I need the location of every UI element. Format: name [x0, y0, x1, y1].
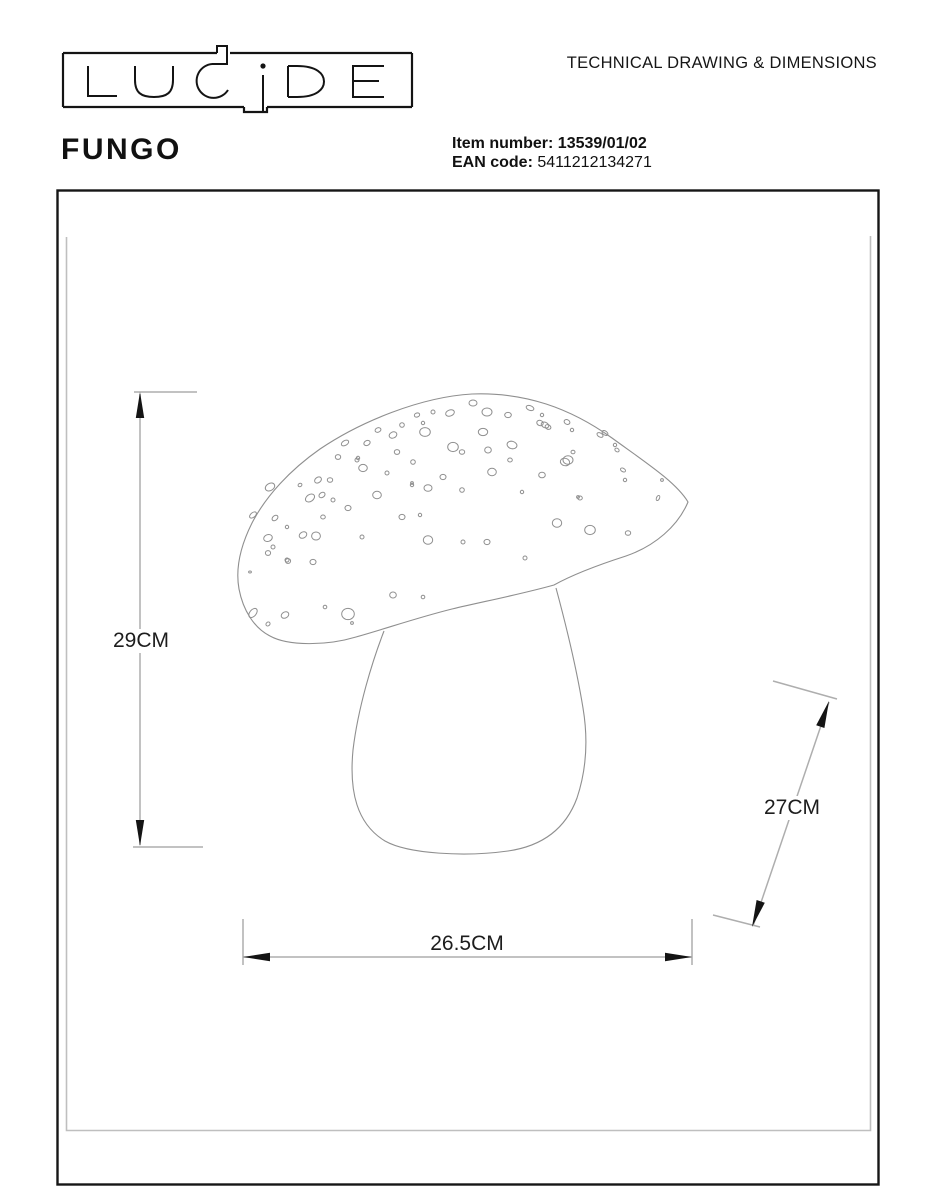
- cap-spot: [488, 468, 497, 476]
- cap-spot: [399, 514, 405, 519]
- cap-spot: [390, 592, 397, 598]
- cap-spot: [285, 525, 288, 528]
- logo-letter-e: [353, 66, 384, 97]
- cap-spot: [431, 410, 435, 414]
- cap-spot: [620, 467, 626, 473]
- product-name: FUNGO: [61, 133, 182, 166]
- cap-spot: [385, 471, 389, 475]
- cap-spot: [540, 421, 550, 429]
- height-dimension-label: 29CM: [109, 629, 173, 653]
- document-title: TECHNICAL DRAWING & DIMENSIONS: [566, 54, 877, 72]
- cap-spot: [508, 458, 513, 462]
- ean-code-row: [452, 153, 652, 172]
- cap-spot: [323, 605, 327, 609]
- cap-spot: [420, 428, 431, 437]
- item-number-row: [452, 134, 652, 153]
- logo-letter-c: [197, 64, 228, 98]
- cap-spot: [263, 533, 274, 542]
- cap-spot: [423, 536, 432, 544]
- diagonal-arrow-up: [816, 701, 829, 728]
- drawing-border-box: [58, 191, 879, 1185]
- cap-spot: [520, 490, 523, 493]
- cap-spot: [313, 476, 322, 485]
- cap-spot: [570, 428, 573, 431]
- mushroom-lamp-drawing: [238, 394, 688, 854]
- cap-spot: [394, 450, 399, 455]
- cap-spot: [523, 556, 527, 560]
- cap-spot: [563, 456, 573, 464]
- cap-spot: [411, 460, 416, 465]
- dimension-height: [133, 392, 203, 847]
- cap-spot: [655, 495, 660, 501]
- cap-spot: [271, 514, 279, 522]
- cap-spot: [331, 498, 335, 502]
- cap-spot: [285, 559, 290, 564]
- ean-code-value: 5411212134271: [537, 154, 652, 171]
- lucide-logo: [63, 46, 412, 112]
- cap-spot: [445, 409, 456, 418]
- cap-spot: [410, 483, 413, 486]
- cap-spot: [478, 428, 487, 435]
- cap-spot: [506, 440, 518, 450]
- logo-letter-u: [135, 66, 173, 97]
- cap-spot: [440, 474, 446, 479]
- lamp-cap-outline: [238, 394, 688, 644]
- cap-spot: [363, 439, 371, 446]
- cap-spot: [484, 539, 490, 544]
- cap-spot: [540, 413, 543, 416]
- cap-spot: [585, 525, 596, 534]
- width-arrow-left: [243, 953, 270, 962]
- cap-spot: [460, 488, 465, 493]
- item-number-label: Item number:: [452, 135, 554, 152]
- cap-spot: [539, 472, 546, 478]
- cap-spot: [304, 492, 316, 503]
- cap-spot: [318, 491, 326, 499]
- cap-spot: [340, 439, 349, 447]
- cap-spot: [359, 464, 368, 471]
- cap-spot: [342, 608, 355, 619]
- cap-spot: [596, 432, 604, 439]
- cap-spot: [414, 412, 420, 418]
- diagonal-extension-top: [773, 681, 837, 699]
- cap-spot: [335, 455, 340, 460]
- cap-spot: [327, 478, 332, 482]
- logo-c-hook: [212, 46, 227, 64]
- cap-spot: [249, 571, 252, 573]
- cap-spot: [345, 505, 351, 510]
- cap-spot: [373, 491, 382, 499]
- cap-spot: [560, 457, 571, 467]
- ean-code-label: EAN code:: [452, 154, 533, 171]
- cap-spot: [613, 443, 616, 446]
- cap-spot: [374, 427, 381, 433]
- cap-spot: [625, 531, 630, 536]
- cap-spot: [448, 442, 459, 451]
- diagonal-arrow-down: [752, 900, 765, 927]
- cap-spot: [400, 423, 405, 428]
- cap-spot: [563, 419, 570, 426]
- cap-spot: [571, 450, 575, 454]
- cap-spot: [459, 450, 464, 454]
- cap-spot: [248, 511, 257, 520]
- cap-spot: [351, 622, 354, 625]
- width-arrow-right: [665, 953, 692, 962]
- height-arrow-down: [136, 820, 144, 846]
- width-dimension-label: 26.5CM: [426, 932, 508, 956]
- cap-spot: [310, 559, 316, 564]
- cap-spot: [482, 408, 492, 416]
- cap-spot: [264, 481, 276, 492]
- height-arrow-up: [136, 392, 144, 418]
- cap-spot: [247, 607, 259, 619]
- cap-spot: [280, 610, 290, 619]
- logo-letter-d: [288, 66, 324, 97]
- cap-spot: [360, 535, 364, 539]
- cap-spot: [265, 551, 270, 556]
- cap-spot: [485, 447, 492, 453]
- item-number-value: 13539/01/02: [557, 135, 647, 152]
- cap-spot: [312, 532, 321, 540]
- cap-spot: [614, 447, 620, 452]
- lamp-cap-spots: [247, 400, 663, 627]
- diagonal-dimension-label: 27CM: [760, 796, 824, 820]
- cap-spot: [418, 513, 421, 516]
- cap-spot: [297, 483, 302, 488]
- cap-spot: [265, 621, 271, 627]
- cap-spot: [525, 404, 534, 411]
- cap-spot: [661, 479, 664, 482]
- cap-spot: [421, 595, 425, 599]
- cap-spot: [424, 485, 432, 492]
- cap-spot: [461, 540, 465, 544]
- logo-letter-l: [88, 66, 117, 96]
- cap-spot: [623, 478, 626, 481]
- logo-letter-i-dot: [260, 63, 265, 68]
- cap-spot: [505, 412, 512, 417]
- product-meta: [452, 134, 652, 172]
- cap-spot: [388, 431, 398, 440]
- logo-letters: [88, 46, 384, 112]
- cap-spot: [321, 515, 326, 519]
- cap-spot: [536, 419, 544, 426]
- cap-spot: [298, 530, 308, 539]
- cap-spot: [469, 400, 477, 406]
- drawing-inner-frame: [67, 236, 871, 1131]
- cap-spot: [271, 545, 275, 549]
- cap-spot: [552, 519, 561, 527]
- cap-spot: [421, 421, 424, 424]
